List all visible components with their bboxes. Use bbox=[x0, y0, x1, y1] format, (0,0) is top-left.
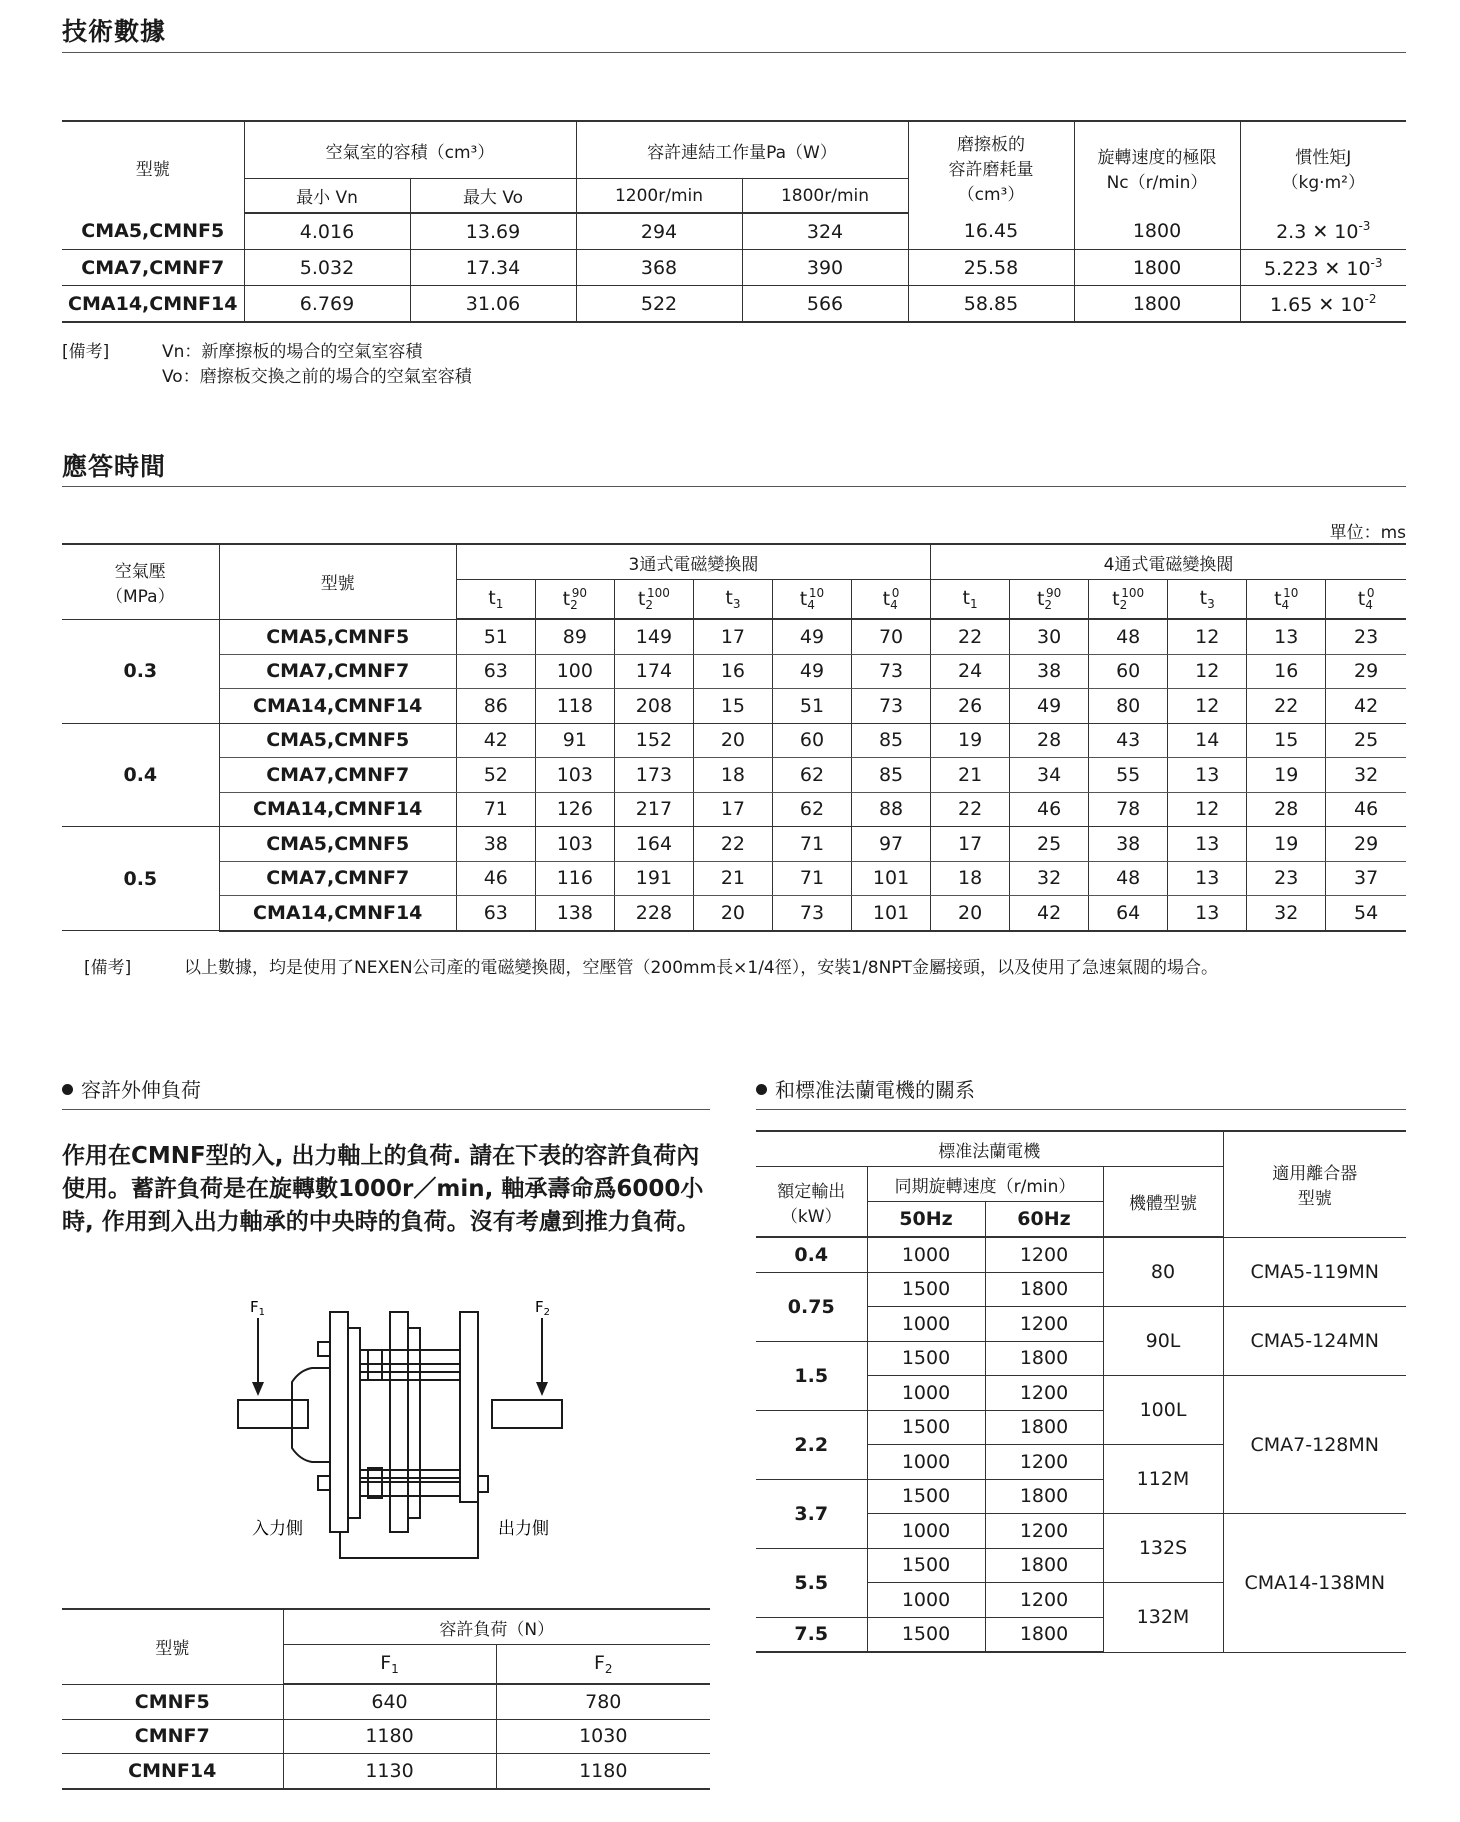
tech-data-table bbox=[62, 120, 1406, 323]
time-value-cell: 100 bbox=[535, 654, 614, 689]
speed-50hz-cell: 1500 bbox=[867, 1548, 985, 1583]
table-row bbox=[62, 286, 1406, 323]
header-wear: 磨擦板的 容許磨耗量 （cm³） bbox=[908, 121, 1074, 213]
time-value-cell: 43 bbox=[1089, 723, 1168, 758]
speed-50hz-cell: 1500 bbox=[867, 1617, 985, 1652]
clutch-model-cell: CMA5-119MN bbox=[1223, 1237, 1406, 1307]
work-1200-cell: 368 bbox=[576, 250, 742, 286]
header-t4a-3way: $t_4^{10}$ bbox=[772, 580, 851, 620]
inertia-cell: 5.223 ✕ $10^{-3}$ bbox=[1240, 250, 1406, 286]
frame-cell: 90L bbox=[1103, 1307, 1223, 1376]
time-value-cell: 149 bbox=[614, 619, 693, 654]
tech-data-heading: 技術數據 bbox=[62, 17, 167, 46]
f2-cell: 1030 bbox=[496, 1719, 710, 1754]
speed-50hz-cell: 1000 bbox=[867, 1445, 985, 1480]
time-value-cell: 78 bbox=[1089, 792, 1168, 827]
time-value-cell: 16 bbox=[1247, 654, 1326, 689]
rated-output-cell: 0.75 bbox=[756, 1272, 867, 1341]
model-cell: CMNF5 bbox=[62, 1684, 283, 1719]
time-value-cell: 208 bbox=[614, 689, 693, 724]
header-model: 型號 bbox=[62, 121, 244, 213]
time-value-cell: 13 bbox=[1168, 758, 1247, 793]
time-value-cell: 15 bbox=[693, 689, 772, 724]
header-speed-limit: 旋轉速度的極限 Nc（r/min） bbox=[1074, 121, 1240, 213]
time-value-cell: 64 bbox=[1089, 896, 1168, 931]
pressure-cell: 0.3 bbox=[62, 619, 219, 723]
speed-60hz-cell: 1800 bbox=[985, 1548, 1103, 1583]
tech-note-label: [備考] bbox=[62, 342, 110, 362]
time-value-cell: 32 bbox=[1010, 861, 1089, 896]
speed-60hz-cell: 1800 bbox=[985, 1617, 1103, 1652]
model-cell: CMNF7 bbox=[62, 1719, 283, 1754]
time-value-cell: 25 bbox=[1326, 723, 1406, 758]
f1-cell: 1180 bbox=[283, 1719, 496, 1754]
time-value-cell: 51 bbox=[772, 689, 851, 724]
rated-output-cell: 1.5 bbox=[756, 1341, 867, 1410]
tech-note-line2: Vo：磨擦板交換之前的場合的空氣室容積 bbox=[162, 367, 472, 387]
time-value-cell: 54 bbox=[1326, 896, 1406, 931]
heading-rule bbox=[62, 486, 1406, 487]
speed-50hz-cell: 1500 bbox=[867, 1410, 985, 1445]
speed-60hz-cell: 1200 bbox=[985, 1376, 1103, 1411]
time-value-cell: 228 bbox=[614, 896, 693, 931]
time-value-cell: 126 bbox=[535, 792, 614, 827]
time-value-cell: 173 bbox=[614, 758, 693, 793]
pressure-cell: 0.5 bbox=[62, 827, 219, 931]
section-rule bbox=[62, 1109, 710, 1110]
vo-cell: 13.69 bbox=[410, 213, 576, 250]
shaft-load-diagram bbox=[230, 1290, 570, 1570]
header-4way-valve: 4通式電磁變換閥 bbox=[931, 544, 1406, 580]
time-value-cell: 152 bbox=[614, 723, 693, 758]
bullet-icon bbox=[62, 1084, 73, 1095]
time-value-cell: 73 bbox=[852, 654, 931, 689]
time-value-cell: 70 bbox=[852, 619, 931, 654]
allowable-load-table bbox=[62, 1608, 710, 1790]
output-side-label: 出力側 bbox=[498, 1519, 549, 1539]
time-value-cell: 28 bbox=[1010, 723, 1089, 758]
time-value-cell: 23 bbox=[1326, 619, 1406, 654]
header-frame: 機體型號 bbox=[1103, 1167, 1223, 1238]
time-value-cell: 71 bbox=[456, 792, 535, 827]
wear-cell: 16.45 bbox=[908, 213, 1074, 250]
time-value-cell: 13 bbox=[1247, 619, 1326, 654]
frame-cell: 100L bbox=[1103, 1376, 1223, 1445]
model-cell: CMA5,CMNF5 bbox=[219, 619, 456, 654]
header-50hz: 50Hz bbox=[867, 1202, 985, 1238]
time-value-cell: 29 bbox=[1326, 654, 1406, 689]
time-value-cell: 20 bbox=[931, 896, 1010, 931]
speed-60hz-cell: 1800 bbox=[985, 1479, 1103, 1514]
model-cell: CMA5,CMNF5 bbox=[219, 723, 456, 758]
wear-cell: 25.58 bbox=[908, 250, 1074, 286]
time-value-cell: 71 bbox=[772, 861, 851, 896]
speed-60hz-cell: 1800 bbox=[985, 1341, 1103, 1376]
unit-label: 單位：ms bbox=[1329, 523, 1406, 543]
time-value-cell: 12 bbox=[1168, 792, 1247, 827]
model-cell: CMA5,CMNF5 bbox=[62, 213, 244, 250]
time-value-cell: 63 bbox=[456, 896, 535, 931]
work-1800-cell: 566 bbox=[742, 286, 908, 323]
table-row bbox=[62, 896, 1406, 931]
time-value-cell: 63 bbox=[456, 654, 535, 689]
header-model: 型號 bbox=[62, 1609, 283, 1684]
resp-note-label: [備考] bbox=[84, 958, 132, 978]
time-value-cell: 138 bbox=[535, 896, 614, 931]
table-row bbox=[62, 689, 1406, 724]
inertia-cell: 2.3 ✕ $10^{-3}$ bbox=[1240, 213, 1406, 250]
time-value-cell: 19 bbox=[931, 723, 1010, 758]
time-value-cell: 13 bbox=[1168, 827, 1247, 862]
time-value-cell: 42 bbox=[456, 723, 535, 758]
time-value-cell: 60 bbox=[1089, 654, 1168, 689]
time-value-cell: 118 bbox=[535, 689, 614, 724]
table-row bbox=[62, 213, 1406, 250]
rated-output-cell: 7.5 bbox=[756, 1617, 867, 1652]
header-model: 型號 bbox=[219, 544, 456, 619]
speed-limit-cell: 1800 bbox=[1074, 213, 1240, 250]
table-row bbox=[62, 1684, 710, 1719]
table-row bbox=[62, 619, 1406, 654]
model-cell: CMA7,CMNF7 bbox=[219, 654, 456, 689]
wear-cell: 58.85 bbox=[908, 286, 1074, 323]
f1-label: $F_1$ bbox=[250, 1298, 266, 1318]
time-value-cell: 17 bbox=[693, 792, 772, 827]
time-value-cell: 17 bbox=[693, 619, 772, 654]
time-value-cell: 21 bbox=[693, 861, 772, 896]
header-t4b-4way: $t_4^0$ bbox=[1326, 580, 1406, 620]
header-std-motor: 標准法蘭電機 bbox=[756, 1131, 1223, 1167]
time-value-cell: 38 bbox=[1089, 827, 1168, 862]
clutch-model-cell: CMA14-138MN bbox=[1223, 1514, 1406, 1653]
time-value-cell: 20 bbox=[693, 896, 772, 931]
frame-cell: 112M bbox=[1103, 1445, 1223, 1514]
header-t2a-3way: $t_2^{90}$ bbox=[535, 580, 614, 620]
rated-output-cell: 2.2 bbox=[756, 1410, 867, 1479]
time-value-cell: 22 bbox=[931, 619, 1010, 654]
speed-60hz-cell: 1800 bbox=[985, 1410, 1103, 1445]
time-value-cell: 37 bbox=[1326, 861, 1406, 896]
section-rule bbox=[756, 1109, 1406, 1110]
time-value-cell: 164 bbox=[614, 827, 693, 862]
time-value-cell: 46 bbox=[1326, 792, 1406, 827]
resp-note-text: 以上數據，均是使用了NEXEN公司產的電磁變換閥，空壓管（200mm長×1/4徑），安裝1/8NPT金屬接頭，以及使用了急速氣閥的場合。 bbox=[184, 958, 1218, 978]
model-cell: CMA14,CMNF14 bbox=[62, 286, 244, 323]
speed-50hz-cell: 1500 bbox=[867, 1272, 985, 1307]
header-f2: $F_2$ bbox=[496, 1645, 710, 1685]
table-row bbox=[62, 1719, 710, 1754]
time-value-cell: 22 bbox=[693, 827, 772, 862]
speed-50hz-cell: 1000 bbox=[867, 1514, 985, 1549]
time-value-cell: 174 bbox=[614, 654, 693, 689]
time-value-cell: 62 bbox=[772, 758, 851, 793]
header-t4b-3way: $t_4^0$ bbox=[852, 580, 931, 620]
header-t2b-4way: $t_2^{100}$ bbox=[1089, 580, 1168, 620]
time-value-cell: 18 bbox=[693, 758, 772, 793]
f1-cell: 1130 bbox=[283, 1754, 496, 1789]
speed-50hz-cell: 1000 bbox=[867, 1307, 985, 1342]
motor-relation-title: 和標准法蘭電機的關系 bbox=[756, 1074, 975, 1103]
time-value-cell: 38 bbox=[456, 827, 535, 862]
time-value-cell: 62 bbox=[772, 792, 851, 827]
f2-label: $F_2$ bbox=[535, 1298, 551, 1318]
model-cell: CMA14,CMNF14 bbox=[219, 896, 456, 931]
time-value-cell: 32 bbox=[1326, 758, 1406, 793]
time-value-cell: 13 bbox=[1168, 896, 1247, 931]
frame-cell: 132S bbox=[1103, 1514, 1223, 1583]
header-t1-4way: $t_1$ bbox=[931, 580, 1010, 620]
work-1800-cell: 324 bbox=[742, 213, 908, 250]
time-value-cell: 89 bbox=[535, 619, 614, 654]
time-value-cell: 73 bbox=[772, 896, 851, 931]
time-value-cell: 20 bbox=[693, 723, 772, 758]
time-value-cell: 12 bbox=[1168, 619, 1247, 654]
speed-60hz-cell: 1800 bbox=[985, 1272, 1103, 1307]
vn-cell: 6.769 bbox=[244, 286, 410, 323]
model-cell: CMA7,CMNF7 bbox=[219, 861, 456, 896]
time-value-cell: 116 bbox=[535, 861, 614, 896]
header-allow-work: 容許連結工作量Pa（W） bbox=[576, 121, 908, 179]
time-value-cell: 25 bbox=[1010, 827, 1089, 862]
time-value-cell: 101 bbox=[852, 861, 931, 896]
pressure-cell: 0.4 bbox=[62, 723, 219, 827]
time-value-cell: 46 bbox=[456, 861, 535, 896]
header-min-vn: 最小 Vn bbox=[244, 179, 410, 214]
time-value-cell: 101 bbox=[852, 896, 931, 931]
table-row bbox=[62, 861, 1406, 896]
time-value-cell: 19 bbox=[1247, 758, 1326, 793]
speed-60hz-cell: 1200 bbox=[985, 1583, 1103, 1618]
allowable-load-paragraph: 作用在CMNF型的入, 出力軸上的負荷. 請在下表的容許負荷內使用。蓄許負荷是在旋轉數1000r／min, 軸承壽命爲6000小時, 作用到入出力軸承的中央時的負荷。沒有考慮到推力負荷。 bbox=[62, 1143, 704, 1235]
header-t4a-4way: $t_4^{10}$ bbox=[1247, 580, 1326, 620]
time-value-cell: 51 bbox=[456, 619, 535, 654]
speed-50hz-cell: 1000 bbox=[867, 1376, 985, 1411]
time-value-cell: 30 bbox=[1010, 619, 1089, 654]
work-1800-cell: 390 bbox=[742, 250, 908, 286]
header-1200rpm: 1200r/min bbox=[576, 179, 742, 214]
model-cell: CMA14,CMNF14 bbox=[219, 792, 456, 827]
header-t1-3way: $t_1$ bbox=[456, 580, 535, 620]
inertia-cell: 1.65 ✕ $10^{-2}$ bbox=[1240, 286, 1406, 323]
f2-cell: 1180 bbox=[496, 1754, 710, 1789]
vo-cell: 17.34 bbox=[410, 250, 576, 286]
time-value-cell: 26 bbox=[931, 689, 1010, 724]
time-value-cell: 22 bbox=[1247, 689, 1326, 724]
time-value-cell: 97 bbox=[852, 827, 931, 862]
rated-output-cell: 5.5 bbox=[756, 1548, 867, 1617]
header-3way-valve: 3通式電磁變換閥 bbox=[456, 544, 930, 580]
time-value-cell: 21 bbox=[931, 758, 1010, 793]
time-value-cell: 48 bbox=[1089, 861, 1168, 896]
time-value-cell: 17 bbox=[931, 827, 1010, 862]
model-cell: CMA7,CMNF7 bbox=[219, 758, 456, 793]
header-rated-output: 額定輸出 （kW） bbox=[756, 1167, 867, 1238]
time-value-cell: 60 bbox=[772, 723, 851, 758]
speed-50hz-cell: 1500 bbox=[867, 1479, 985, 1514]
time-value-cell: 73 bbox=[852, 689, 931, 724]
time-value-cell: 42 bbox=[1010, 896, 1089, 931]
speed-60hz-cell: 1200 bbox=[985, 1445, 1103, 1480]
time-value-cell: 49 bbox=[1010, 689, 1089, 724]
time-value-cell: 217 bbox=[614, 792, 693, 827]
table-row bbox=[62, 654, 1406, 689]
header-inertia: 慣性矩J （kg·m²） bbox=[1240, 121, 1406, 213]
time-value-cell: 88 bbox=[852, 792, 931, 827]
rated-output-cell: 3.7 bbox=[756, 1479, 867, 1548]
time-value-cell: 46 bbox=[1010, 792, 1089, 827]
work-1200-cell: 522 bbox=[576, 286, 742, 323]
frame-cell: 132M bbox=[1103, 1583, 1223, 1653]
time-value-cell: 103 bbox=[535, 827, 614, 862]
header-1800rpm: 1800r/min bbox=[742, 179, 908, 214]
speed-60hz-cell: 1200 bbox=[985, 1307, 1103, 1342]
header-clutch-model: 適用離合器 型號 bbox=[1223, 1131, 1406, 1237]
table-row bbox=[62, 1754, 710, 1789]
table-row bbox=[62, 250, 1406, 286]
response-time-heading: 應答時間 bbox=[62, 452, 167, 481]
time-value-cell: 55 bbox=[1089, 758, 1168, 793]
clutch-model-cell: CMA7-128MN bbox=[1223, 1376, 1406, 1514]
header-60hz: 60Hz bbox=[985, 1202, 1103, 1238]
time-value-cell: 48 bbox=[1089, 619, 1168, 654]
speed-50hz-cell: 1500 bbox=[867, 1341, 985, 1376]
speed-60hz-cell: 1200 bbox=[985, 1514, 1103, 1549]
model-cell: CMA5,CMNF5 bbox=[219, 827, 456, 862]
header-air-volume: 空氣室的容積（cm³） bbox=[244, 121, 576, 179]
time-value-cell: 19 bbox=[1247, 827, 1326, 862]
speed-60hz-cell: 1200 bbox=[985, 1237, 1103, 1272]
motor-relation-table bbox=[756, 1130, 1406, 1653]
bullet-icon bbox=[756, 1084, 767, 1095]
vn-cell: 5.032 bbox=[244, 250, 410, 286]
time-value-cell: 32 bbox=[1247, 896, 1326, 931]
time-value-cell: 49 bbox=[772, 619, 851, 654]
header-f1: $F_1$ bbox=[283, 1645, 496, 1685]
time-value-cell: 22 bbox=[931, 792, 1010, 827]
speed-50hz-cell: 1000 bbox=[867, 1237, 985, 1272]
table-row bbox=[62, 723, 1406, 758]
header-t2b-3way: $t_2^{100}$ bbox=[614, 580, 693, 620]
time-value-cell: 23 bbox=[1247, 861, 1326, 896]
header-max-vo: 最大 Vo bbox=[410, 179, 576, 214]
table-row bbox=[62, 758, 1406, 793]
model-cell: CMA7,CMNF7 bbox=[62, 250, 244, 286]
tech-note-line1: Vn：新摩擦板的場合的空氣室容積 bbox=[162, 342, 423, 362]
f1-cell: 640 bbox=[283, 1684, 496, 1719]
header-t3-4way: $t_3$ bbox=[1168, 580, 1247, 620]
allowable-load-title: 容許外伸負荷 bbox=[62, 1074, 201, 1103]
time-value-cell: 49 bbox=[772, 654, 851, 689]
time-value-cell: 80 bbox=[1089, 689, 1168, 724]
table-row bbox=[62, 827, 1406, 862]
f2-cell: 780 bbox=[496, 1684, 710, 1719]
time-value-cell: 15 bbox=[1247, 723, 1326, 758]
header-t3-3way: $t_3$ bbox=[693, 580, 772, 620]
time-value-cell: 29 bbox=[1326, 827, 1406, 862]
time-value-cell: 71 bbox=[772, 827, 851, 862]
time-value-cell: 191 bbox=[614, 861, 693, 896]
time-value-cell: 85 bbox=[852, 723, 931, 758]
speed-50hz-cell: 1000 bbox=[867, 1583, 985, 1618]
speed-limit-cell: 1800 bbox=[1074, 286, 1240, 323]
table-row bbox=[756, 1237, 1406, 1272]
clutch-model-cell: CMA5-124MN bbox=[1223, 1307, 1406, 1376]
table-row bbox=[62, 792, 1406, 827]
time-value-cell: 91 bbox=[535, 723, 614, 758]
heading-rule bbox=[62, 52, 1406, 53]
time-value-cell: 86 bbox=[456, 689, 535, 724]
header-t2a-4way: $t_2^{90}$ bbox=[1010, 580, 1089, 620]
speed-limit-cell: 1800 bbox=[1074, 250, 1240, 286]
time-value-cell: 13 bbox=[1168, 861, 1247, 896]
time-value-cell: 42 bbox=[1326, 689, 1406, 724]
frame-cell: 80 bbox=[1103, 1237, 1223, 1307]
time-value-cell: 12 bbox=[1168, 654, 1247, 689]
vn-cell: 4.016 bbox=[244, 213, 410, 250]
header-pressure: 空氣壓 （MPa） bbox=[62, 544, 219, 619]
model-cell: CMNF14 bbox=[62, 1754, 283, 1789]
input-side-label: 入力側 bbox=[252, 1519, 303, 1539]
work-1200-cell: 294 bbox=[576, 213, 742, 250]
header-sync-speed: 同期旋轉速度（r/min） bbox=[867, 1167, 1103, 1202]
time-value-cell: 24 bbox=[931, 654, 1010, 689]
time-value-cell: 85 bbox=[852, 758, 931, 793]
time-value-cell: 103 bbox=[535, 758, 614, 793]
time-value-cell: 12 bbox=[1168, 689, 1247, 724]
time-value-cell: 28 bbox=[1247, 792, 1326, 827]
vo-cell: 31.06 bbox=[410, 286, 576, 323]
time-value-cell: 18 bbox=[931, 861, 1010, 896]
model-cell: CMA14,CMNF14 bbox=[219, 689, 456, 724]
response-time-table bbox=[62, 543, 1406, 932]
time-value-cell: 52 bbox=[456, 758, 535, 793]
header-allow-load: 容許負荷（N） bbox=[283, 1609, 710, 1645]
time-value-cell: 34 bbox=[1010, 758, 1089, 793]
time-value-cell: 14 bbox=[1168, 723, 1247, 758]
time-value-cell: 38 bbox=[1010, 654, 1089, 689]
time-value-cell: 16 bbox=[693, 654, 772, 689]
rated-output-cell: 0.4 bbox=[756, 1237, 867, 1272]
